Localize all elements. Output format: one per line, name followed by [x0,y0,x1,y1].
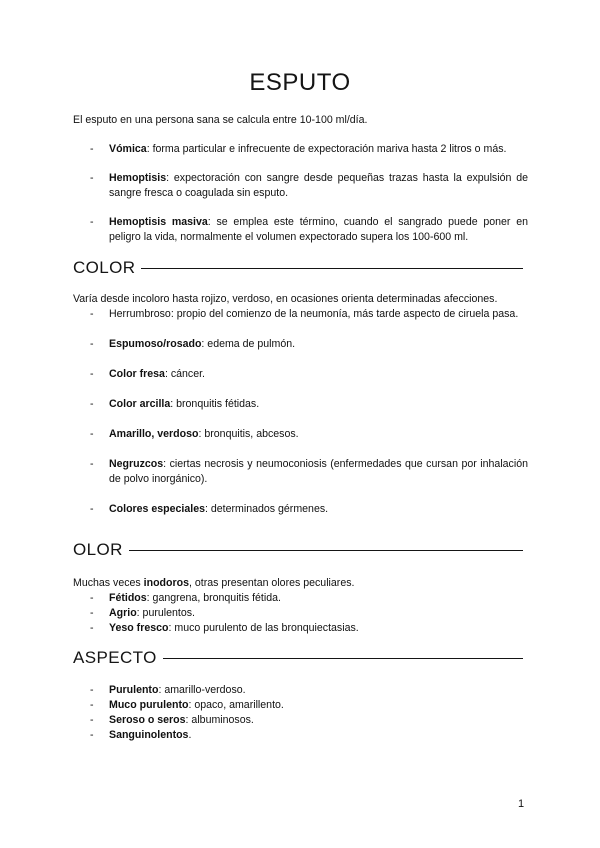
item-term: Yeso fresco [109,622,169,634]
heading-rule [163,658,523,660]
list-item [90,307,528,322]
item-text: : amarillo-verdoso. [158,684,246,696]
dash-bullet: - [90,607,94,619]
item-term: Sanguinolentos [109,729,189,741]
aspecto-list [90,683,528,743]
page-title: ESPUTO [249,69,351,96]
item-term: Amarillo, verdoso [109,428,199,440]
item-term: Agrio [109,607,137,619]
list-item [90,591,528,606]
heading-label: ASPECTO [73,648,157,667]
dash-bullet: - [90,714,94,726]
color-list [90,307,528,517]
list-item [90,728,528,743]
list-item [90,397,528,412]
item-text: : muco purulento de las bronquiectasias. [168,622,359,634]
item-text: : edema de pulmón. [201,338,296,350]
list-item [90,427,528,442]
item-text: : ciertas necrosis y neumoconiosis (enfermedades que cursan por inhalación de polvo inorgánico). [109,458,528,485]
dash-bullet: - [90,622,94,634]
heading-rule [129,550,523,552]
olor-list [90,591,528,636]
dash-bullet: - [90,368,94,380]
item-term: Vómica [109,143,147,155]
item-text: : forma particular e infrecuente de expectoración mariva hasta 2 litros o más. [146,143,507,155]
dash-bullet: - [90,592,94,604]
dash-bullet: - [90,729,94,741]
item-text: : se emplea este término, cuando el sangrado puede poner en peligro la vida, normalmente el volumen expectorado supera los 100-600 ml. [109,216,528,243]
dash-bullet: - [90,684,94,696]
item-term: Negruzcos [109,458,164,470]
list-item [90,337,528,352]
section-heading-aspecto [73,647,523,669]
item-text: : gangrena, bronquitis fétida. [146,592,281,604]
dash-bullet: - [90,428,94,440]
olor-intro-text [73,576,533,591]
item-term: Colores especiales [109,503,205,515]
intro-text: El esputo en una persona sana se calcula entre 10-100 ml/día. [73,114,368,126]
item-term: Muco purulento [109,699,189,711]
list-item [90,606,528,621]
section-heading-color [73,257,523,279]
dash-bullet: - [90,308,94,320]
heading-label: COLOR [73,258,136,277]
intro-pre: Muchas veces [73,577,144,589]
item-text: : bronquitis fétidas. [170,398,260,410]
dash-bullet: - [90,338,94,350]
heading-label: OLOR [73,540,123,559]
list-item [90,713,528,728]
item-term: Color fresa [109,368,165,380]
list-item [90,171,528,201]
dash-bullet: - [90,143,94,155]
dash-bullet: - [90,699,94,711]
item-text: : opaco, amarillento. [188,699,284,711]
dash-bullet: - [90,458,94,470]
item-term: Hemoptisis [109,172,167,184]
item-term: Purulento [109,684,159,696]
item-term: Fétidos [109,592,147,604]
item-text: : bronquitis, abcesos. [198,428,299,440]
item-term: Espumoso/rosado [109,338,202,350]
definitions-list [90,142,528,245]
item-text: : determinados gérmenes. [205,503,329,515]
page-number: 1 [518,798,525,810]
list-item [90,698,528,713]
list-item [90,457,528,487]
heading-rule [141,268,523,270]
list-item [90,502,528,517]
dash-bullet: - [90,216,94,228]
list-item [90,367,528,382]
item-text: : cáncer. [164,368,205,380]
section-heading-olor [73,539,523,561]
item-text: . [188,729,192,741]
list-item [90,215,528,245]
list-item [90,142,528,157]
list-item [90,621,528,636]
intro-bold: inodoros [143,577,189,589]
intro-post: , otras presentan olores peculiares. [188,577,355,589]
item-term: Seroso o seros [109,714,186,726]
item-text: Herrumbroso: propio del comienzo de la neumonía, más tarde aspecto de ciruela pasa. [109,308,519,320]
item-text: : expectoración con sangre desde pequeñas trazas hasta la expulsión de sangre fresca o coagulada sin esputo. [109,172,528,199]
color-intro-text: Varía desde incoloro hasta rojizo, verdoso, en ocasiones orienta determinadas afecciones. [73,293,498,305]
item-text: : albuminosos. [185,714,254,726]
item-text: : purulentos. [136,607,195,619]
dash-bullet: - [90,172,94,184]
dash-bullet: - [90,503,94,515]
item-term: Color arcilla [109,398,171,410]
dash-bullet: - [90,398,94,410]
list-item [90,683,528,698]
item-term: Hemoptisis masiva [109,216,208,228]
